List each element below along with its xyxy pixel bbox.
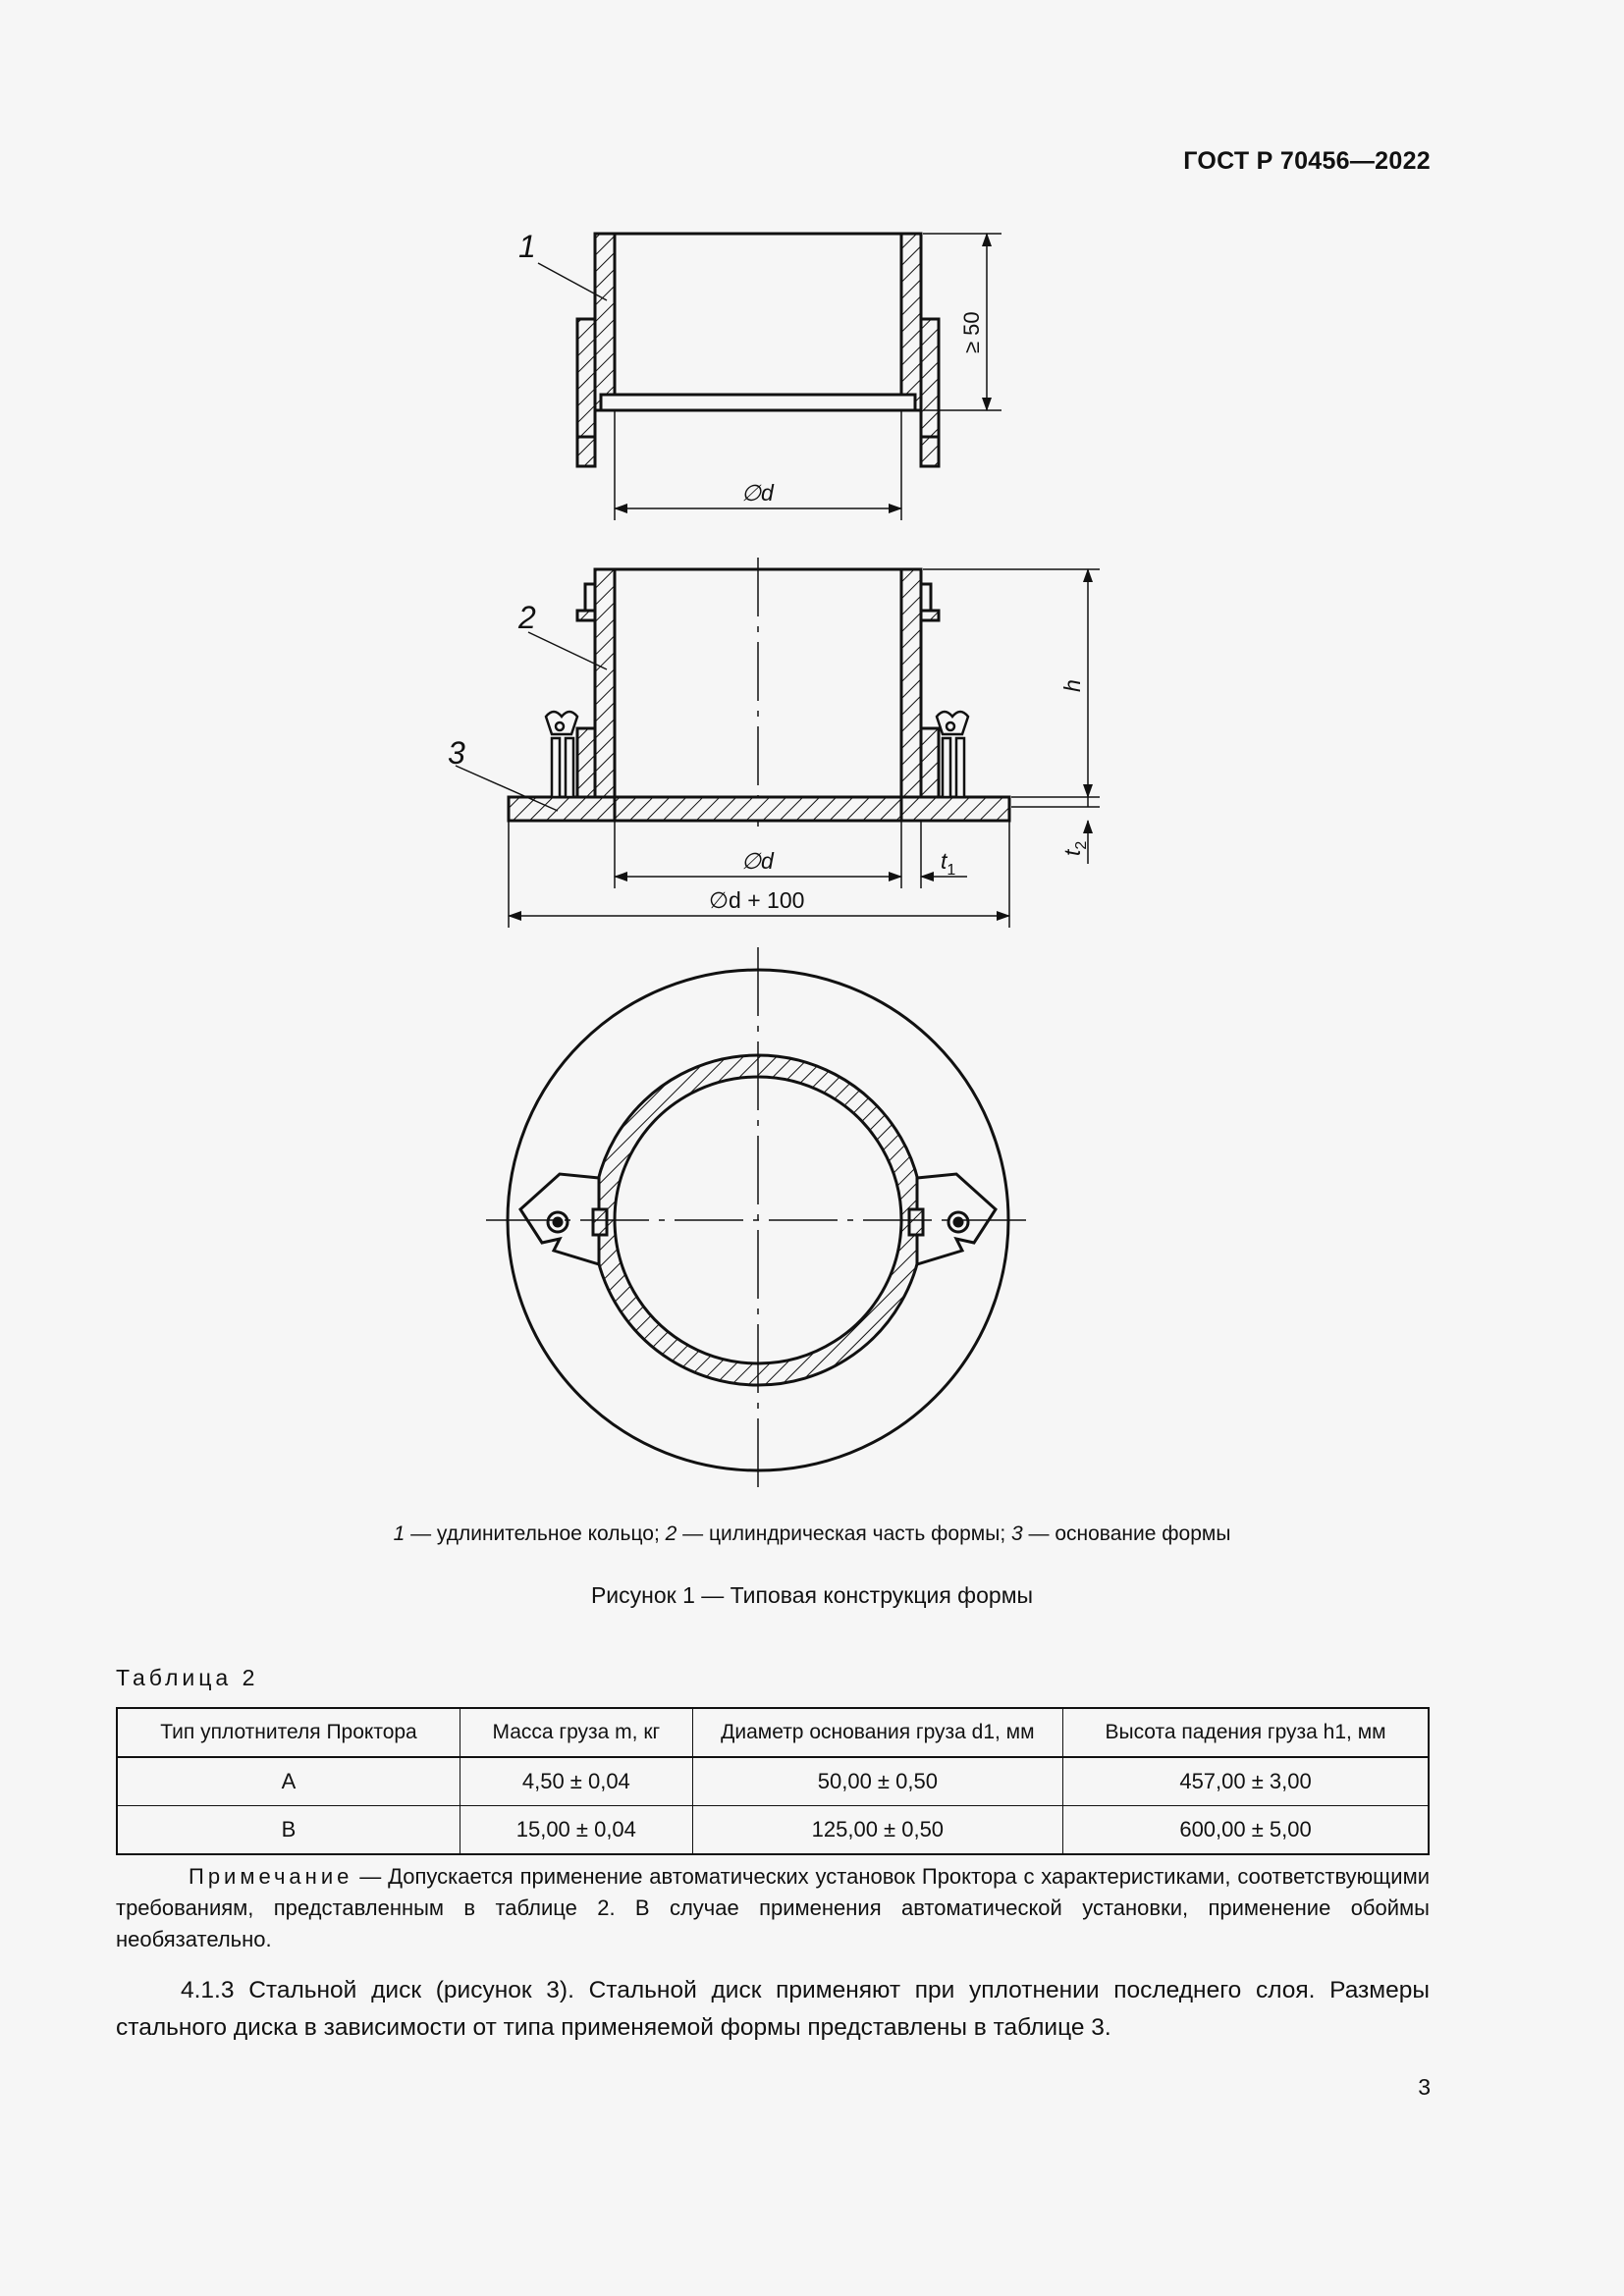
body-paragraph: 4.1.3 Стальной диск (рисунок 3). Стальной диск применяют при уплотнении последнего слоя. Размеры стального диска в зависимости от типа применяемой формы представлены в таблице 3. (116, 1977, 1430, 2041)
figure-legend (0, 1522, 1624, 1546)
dim-t1: $t_1$ (941, 848, 956, 879)
mold-wall-right (901, 569, 921, 805)
table-cell: 4,50 ± 0,04 (460, 1757, 693, 1806)
clamp-left (520, 1174, 607, 1264)
clamp-block-left (577, 728, 595, 797)
col-header-type: Тип уплотнителя Проктора (117, 1708, 460, 1757)
table-row (117, 1757, 1429, 1806)
ring-collar-left (577, 319, 595, 466)
page-number: 3 (1418, 2074, 1431, 2100)
table-row (117, 1806, 1429, 1855)
table-header-row (117, 1708, 1429, 1757)
table-cell: 600,00 ± 5,00 (1063, 1806, 1429, 1855)
callout-1: 1 (518, 229, 536, 264)
ring-wall-right (901, 234, 921, 410)
ring-bottom-lip (601, 395, 915, 410)
mold-section-view (509, 558, 1009, 827)
extension-ring-view (577, 234, 939, 466)
dim-t2: $t_2$ (1059, 840, 1090, 856)
ring-wall-left (595, 234, 615, 410)
callout-2: 2 (518, 600, 536, 635)
legend-num-1: 1 (393, 1522, 406, 1545)
clamp-right (909, 1174, 996, 1264)
col-header-diameter: Диаметр основания груза d1, мм (692, 1708, 1062, 1757)
proctor-table (116, 1707, 1430, 1855)
ring-collar-right (921, 319, 939, 466)
table-cell: 50,00 ± 0,50 (692, 1757, 1062, 1806)
dim-base-diameter: ∅d + 100 (709, 887, 805, 913)
table-cell: A (117, 1757, 460, 1806)
legend-text-3: — основание формы (1022, 1522, 1231, 1545)
table-cell: 15,00 ± 0,04 (460, 1806, 693, 1855)
mold-wall-left (595, 569, 615, 805)
document-header: ГОСТ Р 70456—2022 (1183, 147, 1431, 175)
legend-text-2: — цилиндрическая часть формы; (677, 1522, 1011, 1545)
legend-num-3: 3 (1011, 1522, 1023, 1545)
mold-plan-view (486, 947, 1031, 1492)
table-note (116, 1861, 1430, 1955)
table-cell: 125,00 ± 0,50 (692, 1806, 1062, 1855)
table-cell: B (117, 1806, 460, 1855)
dim-ring-diameter: ∅d (741, 480, 774, 506)
note-text: — Допускается применение автоматических установок Проктора с характеристиками, соответствующими требованиям, представленным в таблице 2. В случае применения автоматической установки, применение обоймы необязательно. (116, 1864, 1430, 1951)
col-header-mass: Масса груза m, кг (460, 1708, 693, 1757)
leader-3 (456, 766, 558, 811)
note-label: Примечание (189, 1864, 353, 1889)
dim-ring-height: ≥ 50 (959, 311, 984, 353)
legend-num-2: 2 (665, 1522, 677, 1545)
table-cell: 457,00 ± 3,00 (1063, 1757, 1429, 1806)
dim-height: h (1059, 679, 1085, 692)
legend-text-1: — удлинительное кольцо; (405, 1522, 666, 1545)
col-header-height: Высота падения груза h1, мм (1063, 1708, 1429, 1757)
callout-3: 3 (448, 735, 465, 771)
clamp-block-right (921, 728, 939, 797)
figure-caption: Рисунок 1 — Типовая конструкция формы (590, 1582, 1034, 1608)
dim-mold-diameter: ∅d (741, 848, 774, 874)
table-title: Таблица 2 (116, 1665, 259, 1690)
